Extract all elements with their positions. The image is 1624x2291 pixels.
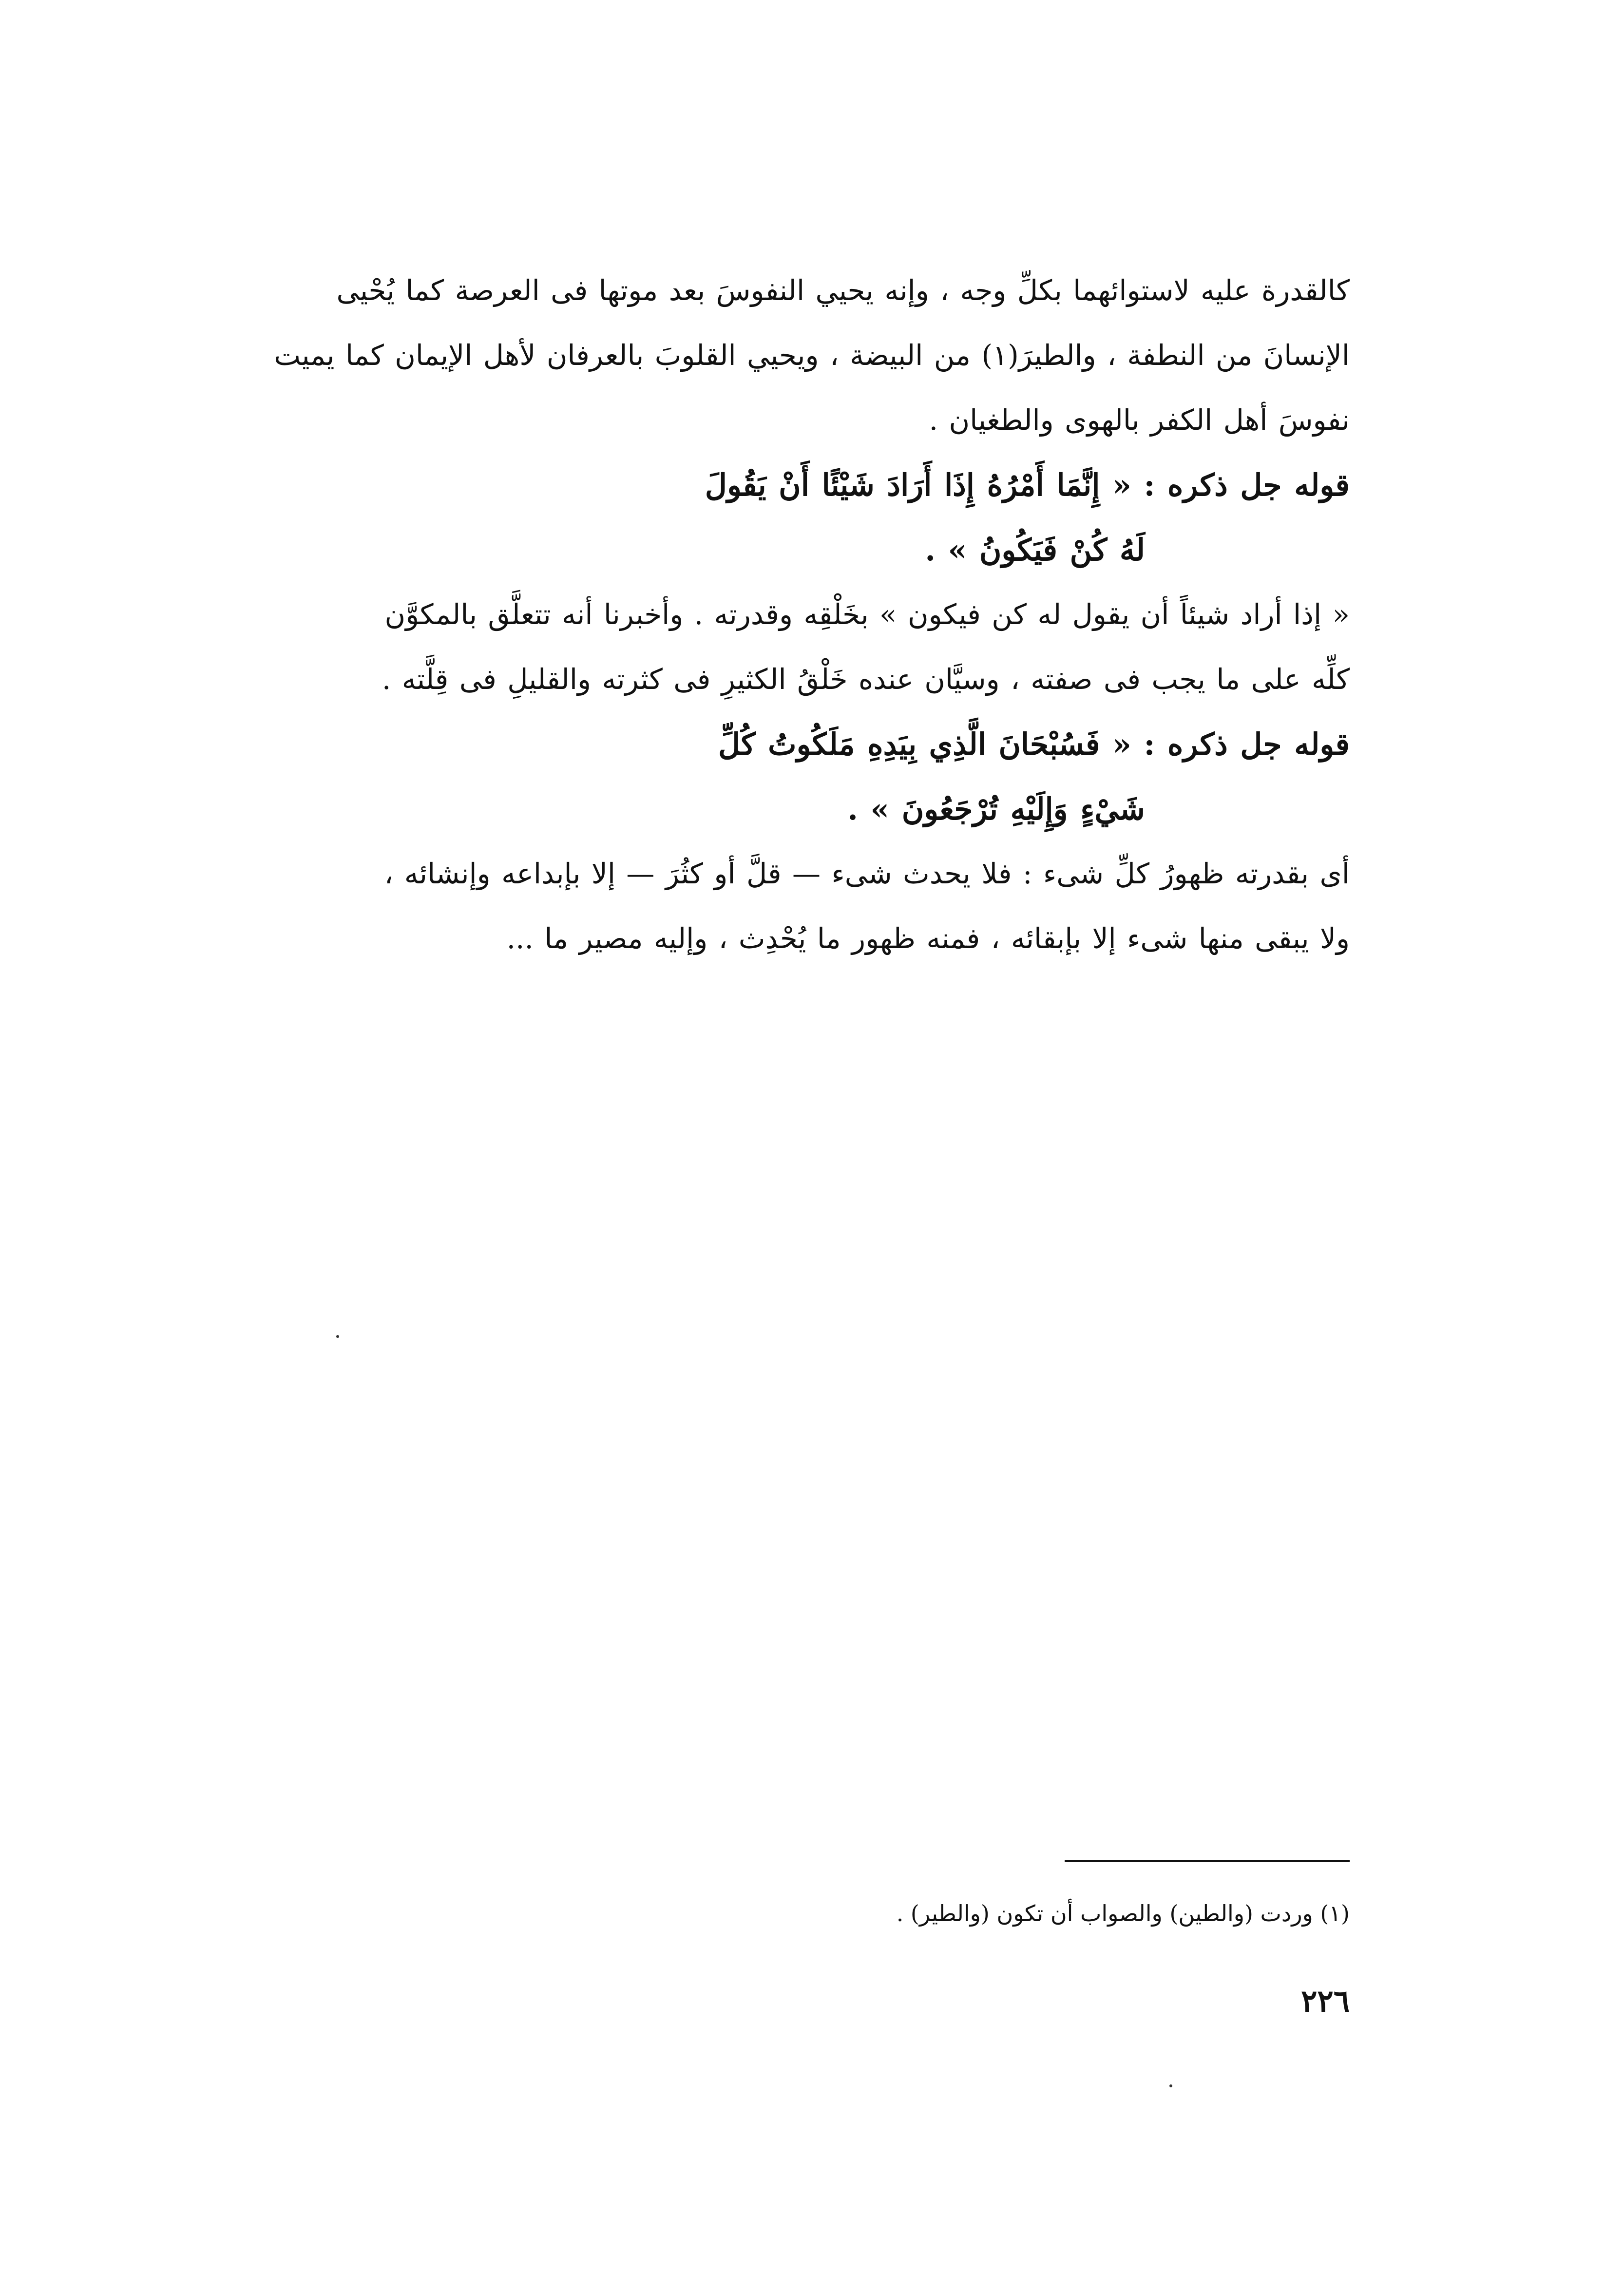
text-line: « إذا أراد شيئاً أن يقول له كن فيكون » بخَلْقِه وقدرته . وأخبرنا أنه تتعلَّق بالمكوَّن — [384, 598, 1350, 631]
verse-line: قوله جل ذكره : « إِنَّمَا أَمْرُهُ إِذَا أَرَادَ شَيْئًا أَنْ يَقُولَ — [705, 467, 1350, 503]
verse-heading-2 — [273, 712, 1350, 841]
text-line: كالقدرة عليه لاستوائهما بكلِّ وجه ، وإنه يحيي النفوسَ بعد موتها فى العرصة كما يُحْيى — [336, 274, 1350, 307]
commentary-paragraph-1 — [273, 258, 1350, 453]
text-line: كلِّه على ما يجب فى صفته ، وسيَّان عنده خَلْقُ الكثيرِ فى كثرته والقليلِ فى قِلَّته . — [382, 663, 1350, 696]
scan-speck — [336, 1335, 339, 1338]
footnote: (١) وردت (والطين) والصواب أن تكون (والطير) . — [896, 1900, 1350, 1927]
footnote-divider — [1065, 1860, 1350, 1862]
commentary-paragraph-2 — [273, 582, 1350, 712]
text-line: ولا يبقى منها شىء إلا بإبقائه ، فمنه ظهور ما يُحْدِث ، وإليه مصير ما ... — [506, 922, 1350, 955]
commentary-paragraph-3 — [273, 841, 1350, 971]
text-line: نفوسَ أهل الكفر بالهوى والطغيان . — [929, 403, 1350, 437]
verse-line: شَيْءٍ وَإِلَيْهِ تُرْجَعُونَ » . — [847, 791, 1145, 827]
page-number: ٢٢٦ — [1301, 1983, 1350, 2019]
text-line: أى بقدرته ظهورُ كلِّ شىء : فلا يحدث شىء — قلَّ أو كثُرَ — إلا بإبداعه وإنشائه ، — [384, 857, 1350, 890]
verse-line: لَهُ كُنْ فَيَكُونُ » . — [925, 532, 1145, 568]
verse-heading-1 — [273, 453, 1350, 582]
scan-speck — [1169, 2084, 1172, 2087]
main-text — [273, 258, 1350, 971]
text-line: الإنسانَ من النطفة ، والطيرَ(١) من البيضة ، ويحيي القلوبَ بالعرفان لأهل الإيمان كما يميت — [274, 339, 1350, 372]
verse-line: قوله جل ذكره : « فَسُبْحَانَ الَّذِي بِيَدِهِ مَلَكُوتُ كُلِّ — [718, 726, 1350, 762]
